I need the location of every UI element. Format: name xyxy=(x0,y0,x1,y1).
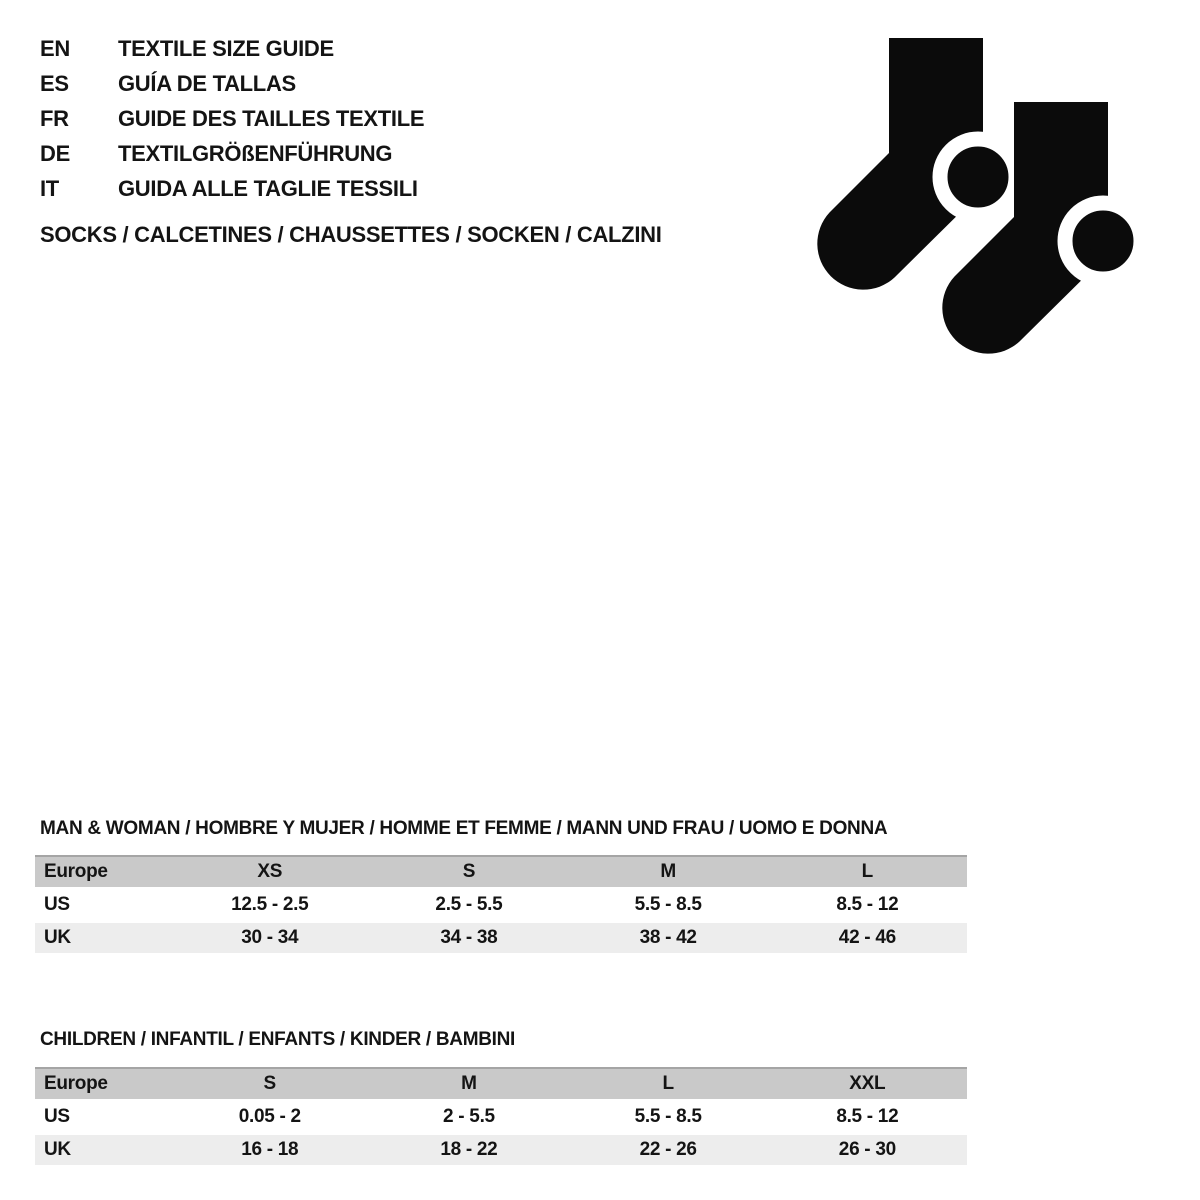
table-row-us xyxy=(35,890,967,920)
col-header-size: XXL xyxy=(849,1073,886,1094)
size-value: 16 - 18 xyxy=(241,1139,299,1160)
table-title-children: CHILDREN / INFANTIL / ENFANTS / KINDER / BAMBINI xyxy=(40,1029,516,1050)
col-header-size: M xyxy=(660,861,676,882)
language-code: DE xyxy=(40,141,70,166)
table-row-uk xyxy=(35,923,967,953)
size-table-children xyxy=(35,1067,967,1168)
size-value: 0.05 - 2 xyxy=(238,1106,301,1127)
col-header-size: L xyxy=(861,861,873,882)
language-code: ES xyxy=(40,71,69,96)
col-header-size: L xyxy=(662,1073,674,1094)
size-value: 2 - 5.5 xyxy=(443,1106,495,1127)
size-value: 8.5 - 12 xyxy=(836,894,899,915)
size-value: 38 - 42 xyxy=(639,927,697,948)
table-row-uk xyxy=(35,1135,967,1165)
table-header-row xyxy=(35,855,967,887)
size-value: 8.5 - 12 xyxy=(836,1106,899,1127)
language-title-list xyxy=(40,31,424,206)
language-code: FR xyxy=(40,106,69,131)
col-header-size: S xyxy=(462,861,476,882)
language-row-de xyxy=(40,136,424,171)
table-title-adults: MAN & WOMAN / HOMBRE Y MUJER / HOMME ET FEMME / MANN UND FRAU / UOMO E DONNA xyxy=(40,818,888,839)
size-value: 34 - 38 xyxy=(440,927,498,948)
size-value: 26 - 30 xyxy=(838,1139,896,1160)
language-row-fr xyxy=(40,101,424,136)
size-value: 22 - 26 xyxy=(639,1139,697,1160)
category-title: SOCKS / CALCETINES / CHAUSSETTES / SOCKEN / CALZINI xyxy=(40,222,662,247)
size-value: 30 - 34 xyxy=(241,927,299,948)
row-label: UK xyxy=(44,1139,71,1160)
col-header-size: XS xyxy=(257,861,283,882)
guide-title-de: TEXTILGRÖßENFÜHRUNG xyxy=(118,141,393,166)
col-header-region: Europe xyxy=(44,1073,108,1094)
socks-icon xyxy=(800,28,1160,360)
size-value: 12.5 - 2.5 xyxy=(231,894,309,915)
size-value: 5.5 - 8.5 xyxy=(634,1106,702,1127)
language-code: EN xyxy=(40,36,70,61)
col-header-region: Europe xyxy=(44,861,108,882)
row-label: US xyxy=(44,894,70,915)
size-value: 2.5 - 5.5 xyxy=(435,894,503,915)
row-label: UK xyxy=(44,927,71,948)
size-value: 18 - 22 xyxy=(440,1139,498,1160)
size-value: 42 - 46 xyxy=(838,927,896,948)
col-header-size: S xyxy=(263,1073,276,1094)
col-header-size: M xyxy=(461,1073,477,1094)
language-row-en xyxy=(40,31,424,66)
table-header-row xyxy=(35,1067,967,1099)
language-code: IT xyxy=(40,176,59,201)
row-label: US xyxy=(44,1106,70,1127)
table-row-us xyxy=(35,1102,967,1132)
size-table-adults xyxy=(35,855,967,956)
guide-title-es: GUÍA DE TALLAS xyxy=(118,71,296,96)
size-value: 5.5 - 8.5 xyxy=(634,894,702,915)
guide-title-it: GUIDA ALLE TAGLIE TESSILI xyxy=(118,176,418,201)
guide-title-en: TEXTILE SIZE GUIDE xyxy=(118,36,334,61)
guide-title-fr: GUIDE DES TAILLES TEXTILE xyxy=(118,106,425,131)
language-row-es xyxy=(40,66,424,101)
language-row-it xyxy=(40,171,424,206)
